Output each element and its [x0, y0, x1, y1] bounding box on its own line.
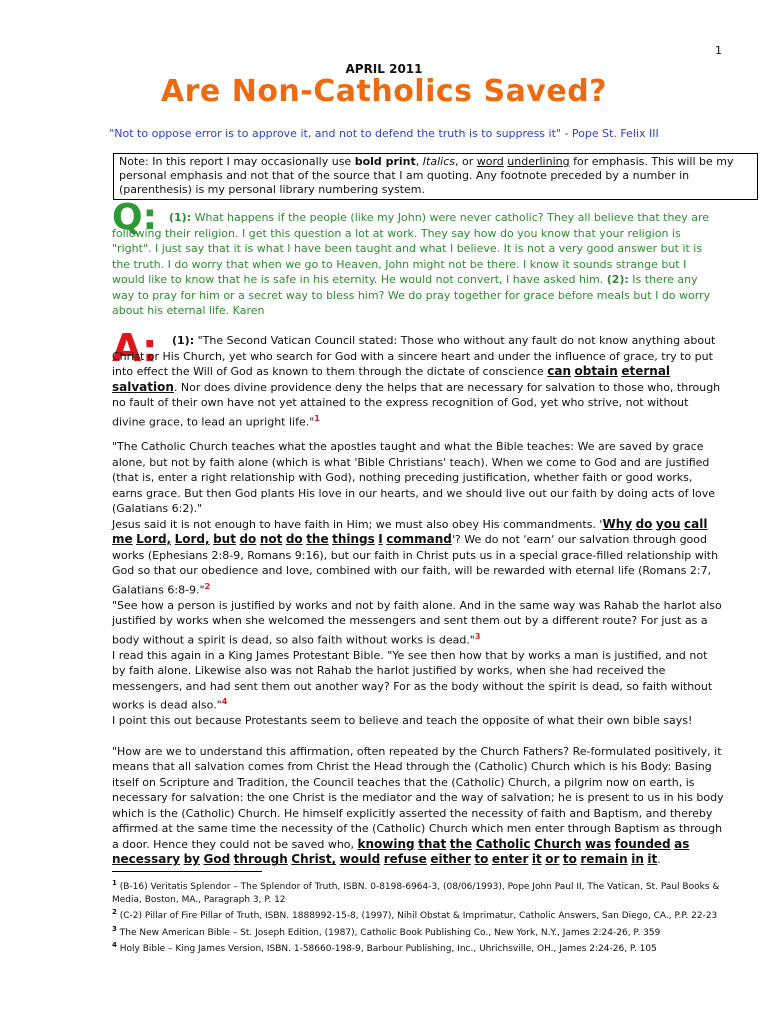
footnote-entry	[112, 906, 732, 923]
footnote-number: 3	[112, 924, 117, 933]
note-text: , or	[454, 155, 477, 168]
emphasis-word: to	[474, 852, 489, 867]
note-italic-sample: Italics	[422, 155, 455, 168]
footnote-text: (B-16) Veritatis Splendor – The Splendor of Truth, ISBN. 0-8198-6964-3, (08/06/1993), Pope John Paul II, The Vatican, St. Paul Books & Media, Boston, MA., Paragraph 3, P. 12	[112, 882, 720, 905]
emphasis-word: would	[339, 852, 381, 867]
answer-paragraph-6: I point this out because Protestants seem to believe and teach the opposite of what their own bible says!	[112, 714, 693, 728]
emphasis-word: eternal	[621, 364, 671, 378]
footnote-ref: 3	[474, 631, 481, 641]
emphasis-word: the	[449, 836, 473, 851]
note-text: Note: In this report I may occasionally use	[119, 155, 355, 168]
answer-paragraph-2: "The Catholic Church teaches what the apostles taught and what the Bible teaches: We are saved by grace alone, but not by faith alone (which is what 'Bible Christians' teach). When we come to God and are justified (that is, enter a right relationship with God), nothing preceding justification, whether faith or good works, earns grace. But then God plants His love in our hearts, and we should live out our faith by doing acts of love (Galatians 6:2)."	[112, 440, 716, 515]
emphasis-word: in	[631, 852, 644, 867]
answer-paragraph-7	[112, 744, 724, 868]
emphasis-word: obtain	[574, 364, 618, 378]
emphasis-word: by	[183, 852, 200, 867]
note-underline-sample: word	[476, 155, 504, 168]
emphasis-word: God	[203, 852, 231, 867]
emphasis-word: it	[647, 852, 658, 867]
footnote-ref: 2	[204, 581, 211, 591]
emphasis-word: command	[386, 532, 452, 546]
emphasis-word: as	[674, 836, 690, 851]
answer-text: '? We do not 'earn' our salvation through good works (Ephesians 2:8-9, Romans 9:16), but our faith in Christ puts us in a special grace-filled relationship with God so that our obedience and love, combined with our faith, will be rewarded with eternal life (Romans 2:7, Galatians 6:8-9."	[112, 533, 719, 597]
answer-number: (1):	[172, 334, 195, 347]
question-body: Is there any way to pray for him or a secret way to bless him? We do pray together for grace before meals but I do worry about his eternal life. Karen	[112, 273, 711, 317]
page-title: Are Non-Catholics Saved?	[160, 74, 608, 109]
emphasis-word: not	[259, 532, 283, 546]
emphasis-word: refuse	[383, 852, 427, 867]
note-box	[113, 153, 758, 200]
emphasis-word: can	[547, 364, 572, 378]
emphasis-word: do	[635, 516, 653, 531]
note-underline-sample: underlining	[507, 155, 570, 168]
emphasis-word: was	[584, 836, 612, 851]
emphasis-word: necessary	[112, 852, 181, 867]
emphasis-word: Christ,	[291, 852, 337, 867]
answer-paragraph-4	[112, 598, 724, 648]
emphasis-word: Why	[602, 516, 633, 531]
answer-text: . Nor does divine providence deny the helps that are necessary for salvation to those who, through no fault of their own have not yet attained to the express recognition of God, yet who strive, not without divine grace, to lead an upright life."	[112, 380, 721, 429]
emphasis-word: me	[112, 532, 133, 546]
emphasis-word: salvation	[112, 379, 174, 394]
footnote-divider	[112, 871, 262, 872]
footnote-ref: 1	[314, 413, 320, 423]
emphasis-word: Catholic	[475, 836, 531, 851]
question-body: What happens if the people (like my John) were never catholic? They all believe that they are following their religion. I get this question a lot at work. They say how do you know that your religion is "right". I just say that it is what I have been taught and what I believe. It is not a very good answer but it is the truth. I do worry that when we go to Heaven, John might not be there. I know it sounds strange but I would like to know that he is safe in his eternity. He would not convert, I have asked him.	[112, 211, 710, 286]
question-number: (1):	[169, 211, 192, 224]
answer-paragraph-3	[112, 517, 724, 598]
emphasis-word: the	[306, 532, 329, 546]
emphasis-word: it	[531, 852, 542, 867]
emphasis-word: Lord,	[174, 532, 210, 546]
footnote-entry	[112, 939, 732, 956]
answer-text: "How are we to understand this affirmation, often repeated by the Church Fathers? Re-formulated positively, it means that all salvation comes from Christ the Head through the (Catholic) Church which is his Body: Basing itself on Scripture and Tradition, the Council teaches that the (Catholic) Church, a pilgrim now on earth, is necessary for salvation: the one Christ is the mediator and the way of salvation; he is present to us in his body which is the (Catholic) Church. He himself explicitly asserted the necessity of faith and Baptism, and thereby affirmed at the same time the necessity of the (Catholic) Church which men enter through Baptism as through a door. Hence they could not be saved who,	[112, 744, 724, 851]
answer-text: "See how a person is justified by works and not by faith alone. And in the same way was Rahab the harlot also justified by works when she welcomed the messengers and sent them out by a different route? For just as a body without a spirit is dead, so also faith without works is dead."	[112, 598, 722, 647]
emphasis-word: I	[378, 532, 383, 546]
answer-paragraph-1	[112, 333, 724, 430]
footnote-ref: 4	[221, 697, 228, 707]
answer-text: .	[657, 853, 661, 867]
emphasis-word: either	[430, 852, 471, 867]
answer-text: "The Second Vatican Council stated: Those who without any fault do not know anything about Christ or His Church, yet who search for God with a sincere heart and under the influence of grace, try to put into effect the Will of God as known to them through the dictate of conscience	[112, 334, 716, 378]
emphasis-word: Church	[533, 836, 582, 851]
note-bold-sample: bold print	[354, 155, 416, 168]
epigraph-quote: "Not to oppose error is to approve it, and not to defend the truth is to suppress it" - Pope St. Felix III	[109, 127, 659, 140]
footnote-text: Holy Bible – King James Version, ISBN. 1-58660-198-9, Barbour Publishing, Inc., Uhrichsville, OH., James 2:24-26, P. 105	[116, 944, 657, 954]
emphasis-word: you	[655, 516, 681, 531]
emphasis-word: through	[233, 852, 288, 867]
emphasis-word: founded	[614, 836, 671, 851]
emphasis-word: knowing	[357, 836, 415, 851]
answer-body	[112, 439, 724, 868]
answer-text: I read this again in a King James Protestant Bible. "Ye see then how that by works a man is justified, and not by faith alone. Likewise also was not Rahab the harlot justified by works, when she had received the messengers, and had sent them out another way? For as the body without the spirit is dead, so faith without works is dead also."	[112, 648, 713, 712]
report-date: APRIL 2011	[345, 62, 423, 76]
emphasis-word: enter	[491, 852, 529, 867]
footnote-number: 1	[112, 879, 117, 887]
emphasis-word: do	[239, 532, 257, 546]
question-number: (2):	[606, 273, 629, 286]
answer-text: Jesus said it is not enough to have faith in Him; we must also obey His commandments. '	[112, 517, 603, 531]
emphasis-word: but	[213, 532, 236, 546]
footnotes	[112, 877, 732, 956]
note-text: for emphasis. This will be my personal emphasis and not that of the source that I am quoting. Any footnote preceded by a number in (parenthesis) is my personal library numbering system.	[119, 155, 734, 196]
emphasis-word: or	[545, 852, 560, 867]
page-number: 1	[715, 44, 722, 57]
emphasis-word: things	[332, 532, 375, 546]
question-text	[112, 210, 722, 319]
footnote-entry	[112, 877, 732, 906]
emphasis-word: remain	[580, 852, 628, 867]
answer-marker: A:	[112, 326, 158, 370]
answer-paragraph-5	[112, 648, 724, 714]
footnote-entry	[112, 923, 732, 940]
footnote-text: (C-2) Pillar of Fire Pillar of Truth, ISBN. 1888992-15-8, (1997), Nihil Obstat & Imprimatur, Catholic Answers, San Diego, CA., P.P. 22-23	[116, 911, 718, 921]
footnote-number: 4	[112, 941, 117, 949]
emphasis-word: call	[684, 516, 708, 531]
emphasis-word: that	[418, 836, 447, 851]
emphasis-word: Lord,	[136, 532, 172, 546]
footnote-number: 2	[112, 908, 117, 916]
emphasis-word: do	[285, 532, 303, 546]
question-marker: Q:	[112, 197, 157, 238]
emphasis-word: to	[562, 852, 577, 867]
footnote-text: The New American Bible – St. Joseph Edition, (1987), Catholic Book Publishing Co., New York, N.Y., James 2:24-26, P. 359	[116, 927, 661, 938]
note-text: ,	[415, 155, 423, 168]
